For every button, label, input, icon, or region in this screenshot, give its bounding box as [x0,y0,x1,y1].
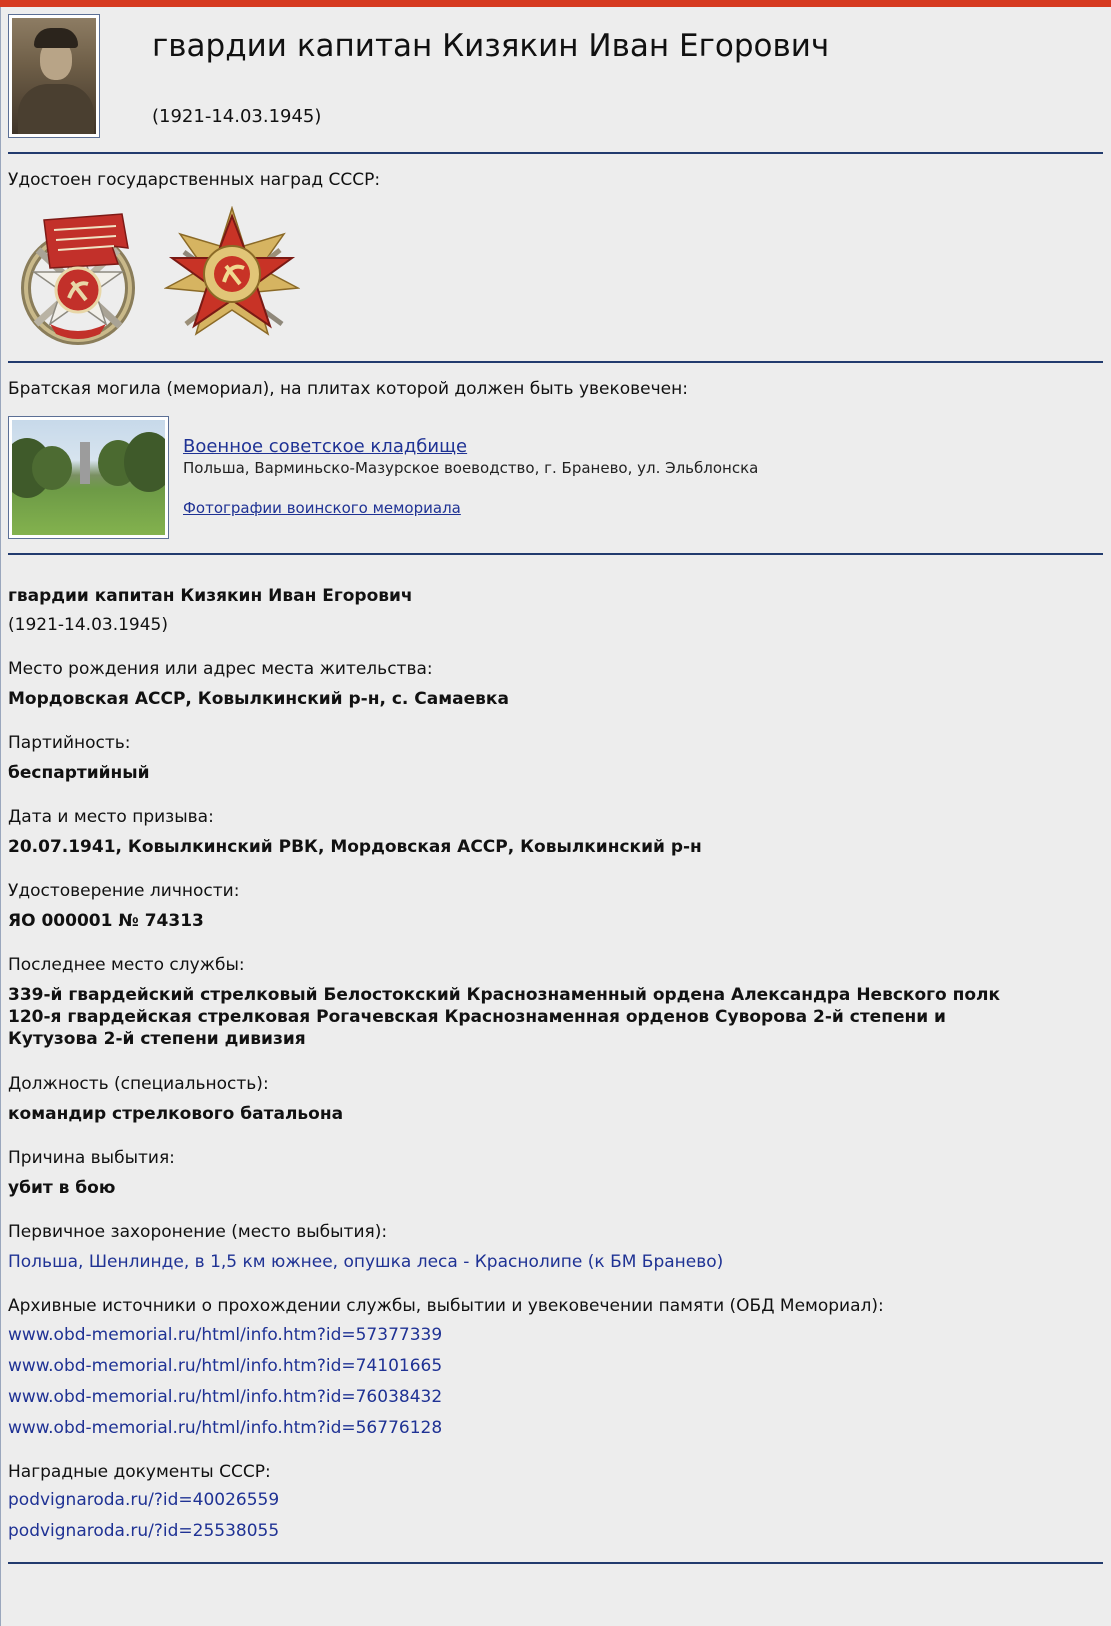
memorial-name-link[interactable]: Военное советское кладбище [183,436,468,457]
service-label: Последнее место службы: [8,955,245,975]
party-value: беспартийный [8,763,150,783]
award-docs-label: Наградные документы СССР: [8,1462,271,1482]
memorial-address: Польша, Варминьско-Мазурское воеводство, г. Бранево, ул. Эльблонска [183,459,759,477]
archive-link[interactable]: www.obd-memorial.ru/html/info.htm?id=76038432 [8,1387,443,1407]
person-name: гвардии капитан Кизякин Иван Егорович [8,586,413,606]
memorial-heading: Братская могила (мемориал), на плитах которой должен быть увековечен: [8,379,688,399]
divider [8,361,1103,363]
archive-link[interactable]: www.obd-memorial.ru/html/info.htm?id=56776128 [8,1418,443,1438]
archive-label: Архивные источники о прохождении службы, выбытии и увековечении памяти (ОБД Мемориал): [8,1296,884,1316]
order-red-banner-icon[interactable] [14,206,150,346]
divider [8,553,1103,555]
divider [8,152,1103,154]
service-line-1: 339-й гвардейский стрелковый Белостокский Краснознаменный ордена Александра Невского полк [8,985,1001,1005]
award-doc-link[interactable]: podvignaroda.ru/?id=40026559 [8,1490,280,1510]
award-doc-link[interactable]: podvignaroda.ru/?id=25538055 [8,1521,280,1541]
id-value: ЯО 000001 № 74313 [8,911,204,931]
archive-link[interactable]: www.obd-memorial.ru/html/info.htm?id=57377339 [8,1325,443,1345]
position-value: командир стрелкового батальона [8,1104,344,1124]
memorial-photo[interactable] [8,416,169,539]
memorial-image [12,420,165,535]
draft-value: 20.07.1941, Ковылкинский РВК, Мордовская АССР, Ковылкинский р-н [8,837,702,857]
burial-label: Первичное захоронение (место выбытия): [8,1222,388,1242]
page-title: гвардии капитан Кизякин Иван Егорович [152,28,830,64]
position-label: Должность (специальность): [8,1074,269,1094]
life-dates: (1921-14.03.1945) [152,106,322,127]
order-patriotic-war-icon[interactable] [164,206,300,346]
reason-label: Причина выбытия: [8,1148,175,1168]
birthplace-value: Мордовская АССР, Ковылкинский р-н, с. Самаевка [8,689,509,709]
draft-label: Дата и место призыва: [8,807,214,827]
burial-link[interactable]: Польша, Шенлинде, в 1,5 км южнее, опушка леса - Краснолипе (к БМ Бранево) [8,1252,724,1272]
party-label: Партийность: [8,733,131,753]
archive-link[interactable]: www.obd-memorial.ru/html/info.htm?id=74101665 [8,1356,443,1376]
left-border [0,7,1,1626]
service-line-2: 120-я гвардейская стрелковая Рогачевская Краснознаменная орденов Суворова 2-й степени и [8,1007,946,1027]
memorial-photos-link[interactable]: Фотографии воинского мемориала [183,499,461,517]
top-accent-bar [0,0,1111,7]
birthplace-label: Место рождения или адрес места жительства: [8,659,433,679]
reason-value: убит в бою [8,1178,116,1198]
service-line-3: Кутузова 2-й степени дивизия [8,1029,306,1049]
id-label: Удостоверение личности: [8,881,240,901]
divider [8,1562,1103,1564]
awards-heading: Удостоен государственных наград СССР: [8,170,381,190]
portrait-image [12,18,96,134]
person-dates: (1921-14.03.1945) [8,615,168,635]
portrait-photo[interactable] [8,14,100,138]
